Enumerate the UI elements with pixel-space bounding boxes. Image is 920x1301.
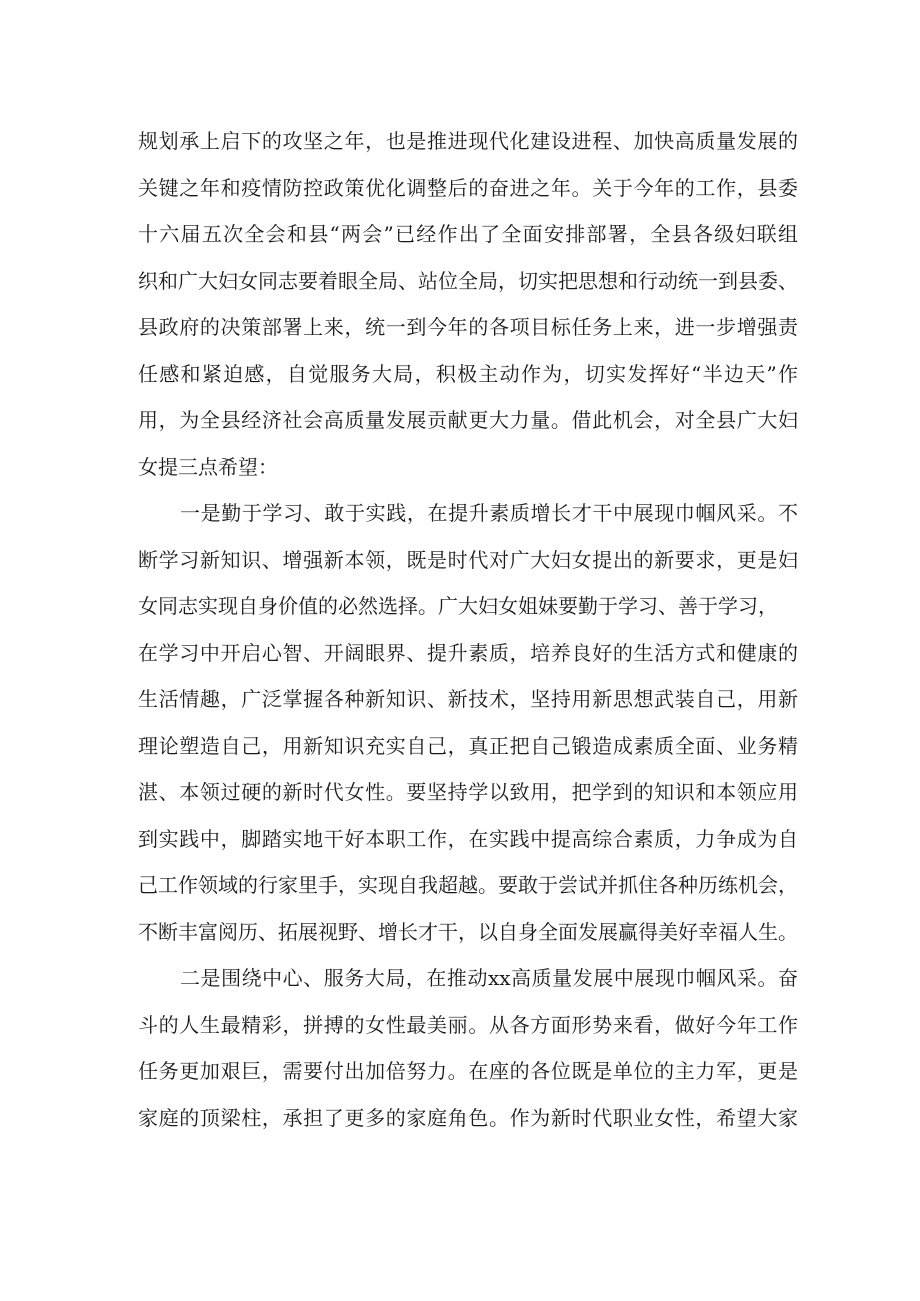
- body-text-line: 女提三点希望：: [138, 454, 278, 479]
- body-text-line: 二是围绕中心、服务大局，在推动xx高质量发展中展现巾帼风采。奋: [180, 966, 798, 990]
- body-text-line: 断学习新知识、增强新本领，既是时代对广大妇女提出的新要求，更是妇: [138, 547, 798, 572]
- body-text-line: 不断丰富阅历、拓展视野、增长才干，以自身全面发展赢得美好幸福人生。: [138, 919, 798, 944]
- body-text-line: 女同志实现自身价值的必然选择。广大妇女姐妹要勤于学习、善于学习，: [138, 594, 778, 618]
- body-text-line: 用，为全县经济社会高质量发展贡献更大力量。借此机会，对全县广大妇: [138, 408, 798, 432]
- body-text-line: 己工作领域的行家里手，实现自我超越。要敢于尝试并抓住各种历练机会，: [138, 873, 798, 897]
- body-text-line: 关键之年和疫情防控政策优化调整后的奋进之年。关于今年的工作，县委: [138, 175, 798, 200]
- document-body: [138, 118, 798, 1141]
- body-text-line: 家庭的顶梁柱，承担了更多的家庭角色。作为新时代职业女性，希望大家: [138, 1105, 798, 1130]
- body-text-line: 十六届五次全会和县“两会”已经作出了全面安排部署，全县各级妇联组: [138, 222, 798, 246]
- body-text-line: 到实践中，脚踏实地干好本职工作，在实践中提高综合素质，力争成为自: [138, 826, 798, 851]
- body-text-line: 任务更加艰巨，需要付出加倍努力。在座的各位既是单位的主力军，更是: [138, 1059, 798, 1083]
- body-text-line: 在学习中开启心智、开阔眼界、提升素质，培养良好的生活方式和健康的: [138, 640, 798, 665]
- body-text-line: 湛、本领过硬的新时代女性。要坚持学以致用，把学到的知识和本领应用: [138, 780, 798, 804]
- body-text-line: 理论塑造自己，用新知识充实自己，真正把自己锻造成素质全面、业务精: [138, 733, 798, 758]
- body-text-line: 织和广大妇女同志要着眼全局、站位全局，切实把思想和行动统一到县委、: [138, 268, 798, 293]
- body-text-line: 规划承上启下的攻坚之年，也是推进现代化建设进程、加快高质量发展的: [138, 129, 798, 153]
- body-text-line: 生活情趣，广泛掌握各种新知识、新技术，坚持用新思想武装自己，用新: [138, 687, 798, 711]
- body-text-line: 斗的人生最精彩，拼搏的女性最美丽。从各方面形势来看，做好今年工作: [138, 1012, 798, 1037]
- body-text-line: 县政府的决策部署上来，统一到今年的各项目标任务上来，进一步增强责: [138, 315, 798, 339]
- body-text-line: 任感和紧迫感，自觉服务大局，积极主动作为，切实发挥好“半边天”作: [138, 361, 798, 386]
- body-text-line: 一是勤于学习、敢于实践，在提升素质增长才干中展现巾帼风采。不: [180, 501, 798, 525]
